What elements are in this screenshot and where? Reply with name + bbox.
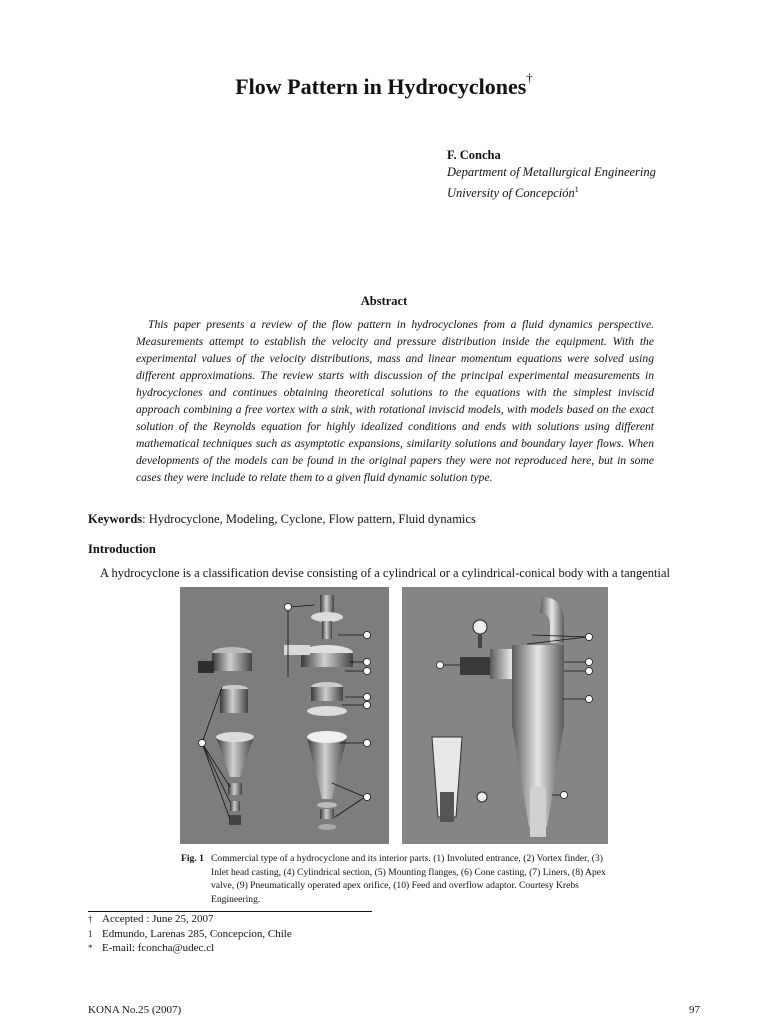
abstract-heading: Abstract xyxy=(360,294,408,308)
footnote-address xyxy=(88,927,292,942)
figure-caption xyxy=(181,852,609,906)
paper-title-text: Flow Pattern in Hydrocyclones xyxy=(235,74,527,99)
footnote-mark: † xyxy=(88,914,93,924)
figure-label: Fig. 1 xyxy=(181,853,204,864)
footnote-mark: 1 xyxy=(88,928,93,939)
introduction-heading: Introduction xyxy=(88,542,156,556)
footnote-mark: * xyxy=(88,943,93,953)
figure-photo-cutaway xyxy=(402,587,608,844)
journal-footer: KONA No.25 (2007) xyxy=(88,1004,182,1016)
paper-title xyxy=(0,70,768,100)
abstract-body: This paper presents a review of the flow pattern in hydrocyclones from a fluid dynamics perspective. Measurements attempt to establish the velocity and pressure distribution inside the equipment. With the experimental values of the velocity distributions, mass and linear momentum equations were solved using different approximations. The review starts with discussion of the principal experimental measurements in hydrocyclones and continues obtaining theoretical solutions to the equations with the simplest inviscid approach combining a free vortex with a sink, with rotational inviscid models, with models based on the exact solution of the Reynolds equation for highly idealized conditions and ends with solutions using different mathematical techniques such as asymptotic expansions, similarity solutions and boundary layer flows. When developments of the models can be found in the original papers they were not reproduced here, but in some cases they were include to relate them to a given fluid dynamic solution type. xyxy=(136,318,654,484)
keywords-line xyxy=(88,512,476,527)
hydrocyclone-parts-illustration xyxy=(180,587,389,844)
keywords-label: Keywords xyxy=(88,512,143,526)
author-university-line xyxy=(447,181,656,202)
author-university: University of Concepción xyxy=(447,186,575,201)
figure-photo-exploded-parts xyxy=(180,587,389,844)
affiliation-footnote-mark: 1 xyxy=(574,185,579,194)
footnotes xyxy=(88,912,292,956)
footnote-text: Accepted : June 25, 2007 xyxy=(102,913,214,925)
footnote-accepted xyxy=(88,912,292,927)
keywords-text: : Hydrocyclone, Modeling, Cyclone, Flow pattern, Fluid dynamics xyxy=(142,512,476,526)
footnote-email xyxy=(88,941,292,956)
introduction-paragraph: A hydrocyclone is a classification devise consisting of a cylindrical or a cylindrical-conical body with a tangential xyxy=(100,566,670,580)
page-number: 97 xyxy=(689,1004,700,1016)
title-footnote-mark: † xyxy=(526,70,533,85)
author-block xyxy=(447,147,656,202)
footnote-text: E-mail: fconcha@udec.cl xyxy=(102,942,215,954)
author-name: F. Concha xyxy=(447,148,501,162)
hydrocyclone-cutaway-illustration xyxy=(402,587,608,844)
footnote-text: Edmundo, Larenas 285, Concepcion, Chile xyxy=(102,927,292,940)
author-department: Department of Metallurgical Engineering xyxy=(447,165,656,179)
figure-caption-text: Commercial type of a hydrocyclone and its interior parts. (1) Involuted entrance, (2) Vortex finder, (3) Inlet head casting, (4) Cylindrical section, (5) Mounting flanges, (6) Cone casting, (7) Liners, (8) Apex valve, (9) Pneumatically operated apex orifice, (10) Feed and overflow adaptor. Courtesy Krebs Engineering. xyxy=(211,853,606,905)
